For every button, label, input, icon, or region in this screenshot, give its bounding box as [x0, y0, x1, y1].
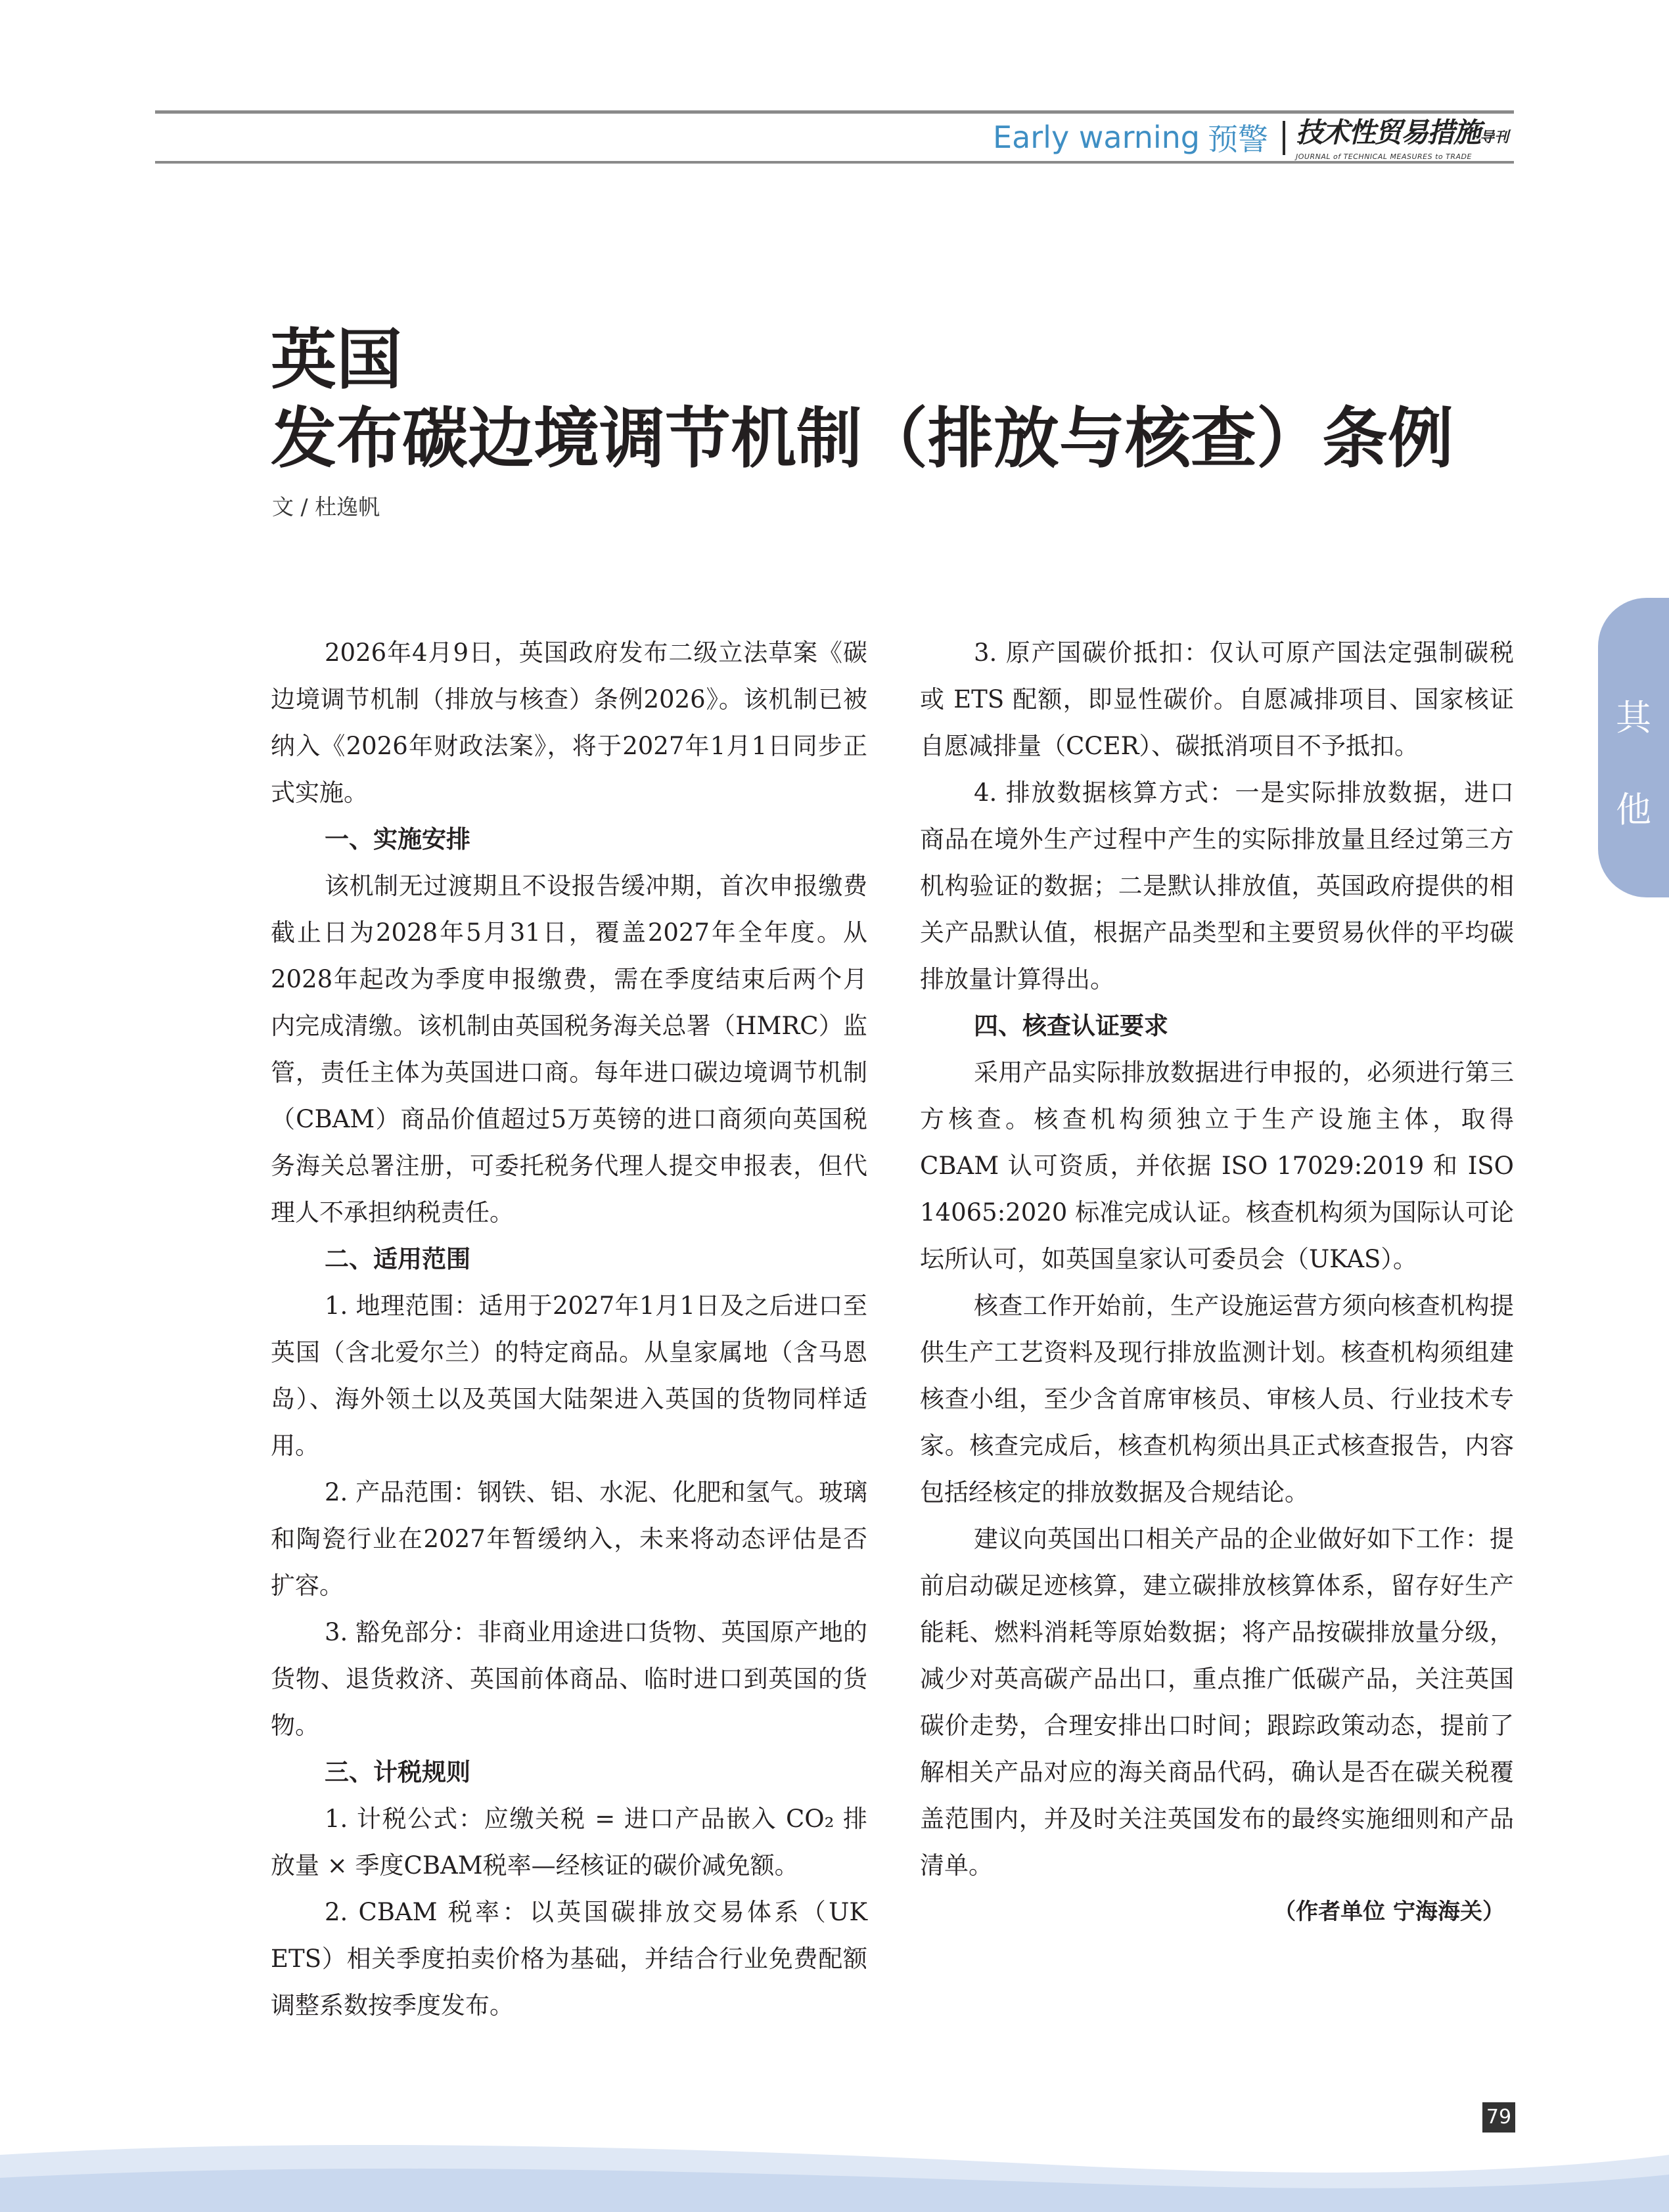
paragraph: 4. 排放数据核算方式：一是实际排放数据，进口商品在境外生产过程中产生的实际排放量且经过第三方机构验证的数据；二是默认排放值，英国政府提供的相关产品默认值，根据产品类型和主要贸易伙伴的平均碳排放量计算得出。 — [920, 779, 1514, 993]
section-side-tab — [1598, 598, 1669, 897]
journal-name-cn: 技术性贸易措施 — [1296, 116, 1480, 148]
section-label — [993, 116, 1268, 159]
paragraph: 1. 计税公式：应缴关税 = 进口产品嵌入 CO₂ 排放量 × 季度CBAM税率—经核证的碳价减免额。 — [271, 1805, 867, 1880]
header-divider — [1283, 121, 1285, 155]
journal-suffix: 导刊 — [1480, 129, 1509, 146]
section-label-cn: 预警 — [1208, 122, 1268, 157]
paragraph: 该机制无过渡期且不设报告缓冲期，首次申报缴费截止日为2028年5月31日，覆盖2027年全年度。从2028年起改为季度申报缴费，需在季度结束后两个月内完成清缴。该机制由英国税务海关总署（HMRC）监管，责任主体为英国进口商。每年进口碳边境调节机制（CBAM）商品价值超过5万英镑的进口商须向英国税务海关总署注册，可委托税务代理人提交申报表，但代理人不承担纳税责任。 — [271, 872, 867, 1227]
paragraph: 3. 原产国碳价抵扣：仅认可原产国法定强制碳税或 ETS 配额，即显性碳价。自愿减排项目、国家核证自愿减排量（CCER）、碳抵消项目不予抵扣。 — [920, 639, 1514, 760]
side-tab-char-2: 他 — [1616, 789, 1651, 830]
article-title-line1: 英国 — [271, 321, 402, 398]
paragraph: 2026年4月9日，英国政府发布二级立法草案《碳边境调节机制（排放与核查）条例2026》。该机制已被纳入《2026年财政法案》，将于2027年1月1日同步正式实施。 — [271, 639, 867, 807]
right-column — [920, 629, 1514, 1935]
side-tab-char-1: 其 — [1616, 697, 1651, 738]
paragraph: 核查工作开始前，生产设施运营方须向核查机构提供生产工艺资料及现行排放监测计划。核查机构须组建核查小组，至少含首席审核员、审核人员、行业技术专家。核查完成后，核查机构须出具正式核查报告，内容包括经核定的排放数据及合规结论。 — [920, 1292, 1514, 1506]
paragraph: 2. 产品范围：钢铁、铝、水泥、化肥和氢气。玻璃和陶瓷行业在2027年暂缓纳入，未来将动态评估是否扩容。 — [271, 1478, 867, 1600]
header-top-rule — [155, 110, 1514, 114]
section-heading: 三、计税规则 — [325, 1757, 470, 1786]
article-title-line2: 发布碳边境调节机制（排放与核查）条例 — [271, 400, 1453, 477]
paragraph: 3. 豁免部分：非商业用途进口货物、英国原产地的货物、退货救济、英国前体商品、临时进口到英国的货物。 — [271, 1618, 867, 1740]
paragraph: 建议向英国出口相关产品的企业做好如下工作：提前启动碳足迹核算，建立碳排放核算体系，留存好生产能耗、燃料消耗等原始数据；将产品按碳排放量分级，减少对英高碳产品出口，重点推广低碳产品，关注英国碳价走势，合理安排出口时间；跟踪政策动态，提前了解相关产品对应的海关商品代码，确认是否在碳关税覆盖范围内，并及时关注英国发布的最终实施细则和产品清单。 — [920, 1525, 1514, 1880]
paragraph: 1. 地理范围：适用于2027年1月1日及之后进口至英国（含北爱尔兰）的特定商品。从皇家属地（含马恩岛）、海外领土以及英国大陆架进入英国的货物同样适用。 — [271, 1292, 867, 1460]
section-heading: 二、适用范围 — [325, 1244, 470, 1273]
journal-name-en: JOURNAL of TECHNICAL MEASURES to TRADE — [1296, 152, 1472, 161]
section-heading: 一、实施安排 — [325, 824, 470, 853]
page-number: 79 — [1482, 2102, 1515, 2133]
article-title — [271, 321, 1453, 478]
header-bottom-rule — [155, 161, 1514, 164]
footer-wave-decoration — [0, 2129, 1669, 2212]
section-label-en: Early warning — [993, 120, 1200, 155]
article-byline: 文 / 杜逸帆 — [272, 494, 380, 520]
author-affiliation: （作者单位 宁海海关） — [1273, 1899, 1505, 1925]
left-column — [271, 629, 867, 2029]
paragraph: 2. CBAM 税率：以英国碳排放交易体系（UK ETS）相关季度拍卖价格为基础，并结合行业免费配额调整系数按季度发布。 — [271, 1898, 867, 2020]
section-heading: 四、核查认证要求 — [974, 1011, 1168, 1040]
journal-logo — [1296, 118, 1514, 161]
paragraph: 采用产品实际排放数据进行申报的，必须进行第三方核查。核查机构须独立于生产设施主体，取得 CBAM 认可资质，并依据 ISO 17029:2019 和 ISO 14065:2020 标准完成认证。核查机构须为国际认可论坛所认可，如英国皇家认可委员会（UKAS）。 — [920, 1058, 1514, 1273]
